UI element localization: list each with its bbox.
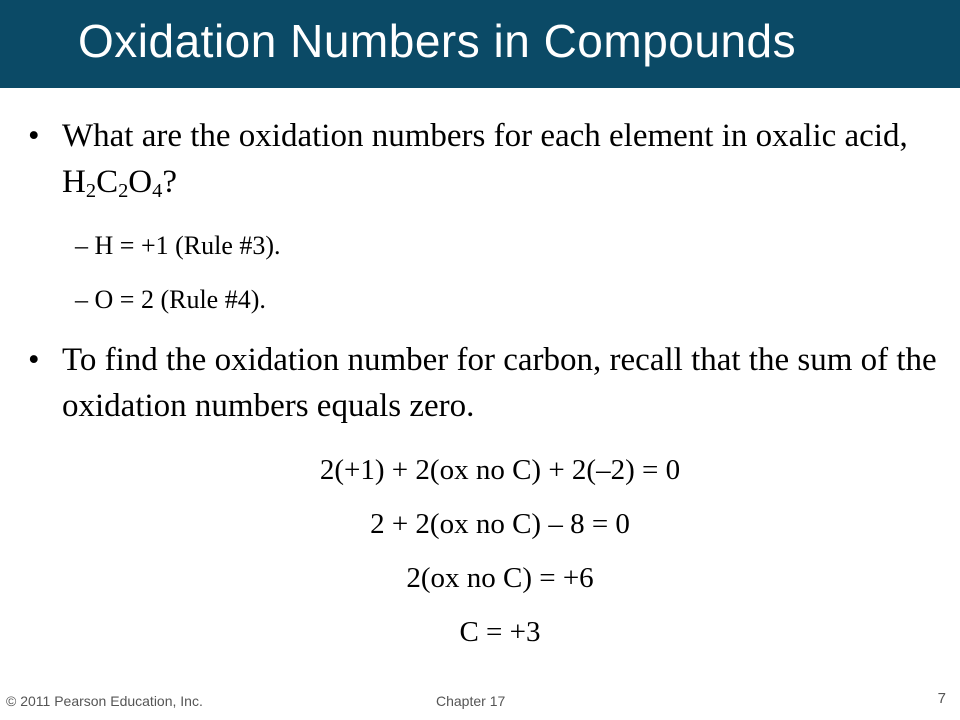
formula-element: O <box>128 164 153 200</box>
page-number: 7 <box>937 690 946 707</box>
footer-copyright: © 2011 Pearson Education, Inc. <box>6 693 203 709</box>
equation-line-4: C = +3 <box>459 616 541 648</box>
equation-line-1: 2(+1) + 2(ox no C) + 2(–2) = 0 <box>319 454 681 486</box>
formula-element: C <box>96 164 119 200</box>
formula-subscript: 2 <box>118 180 129 203</box>
subpoint-oxygen: – O = 2 (Rule #4). <box>75 285 266 314</box>
formula-subscript: 2 <box>85 180 97 203</box>
bullet-marker: • <box>28 342 40 378</box>
slide-title: Oxidation Numbers in Compounds <box>78 15 797 67</box>
formula-subscript: 4 <box>152 180 163 203</box>
formula-element: H <box>62 164 86 200</box>
chemical-formula <box>62 164 163 203</box>
equation-line-2: 2 + 2(ox no C) – 8 = 0 <box>370 508 630 540</box>
subpoint-hydrogen: – H = +1 (Rule #3). <box>75 231 281 260</box>
question-end: ? <box>162 164 178 200</box>
question-text: What are the oxidation numbers for each element in oxalic acid, <box>62 118 908 154</box>
equation-line-3: 2(ox no C) = +6 <box>406 562 594 594</box>
footer-chapter: Chapter 17 <box>436 693 506 709</box>
bullet-carbon-explanation: To find the oxidation number for carbon, recall that the sum of the oxidation numbers equals zero. <box>62 342 937 424</box>
bullet-question <box>62 113 942 205</box>
title-bar <box>0 0 960 88</box>
bullet-marker: • <box>28 118 40 154</box>
